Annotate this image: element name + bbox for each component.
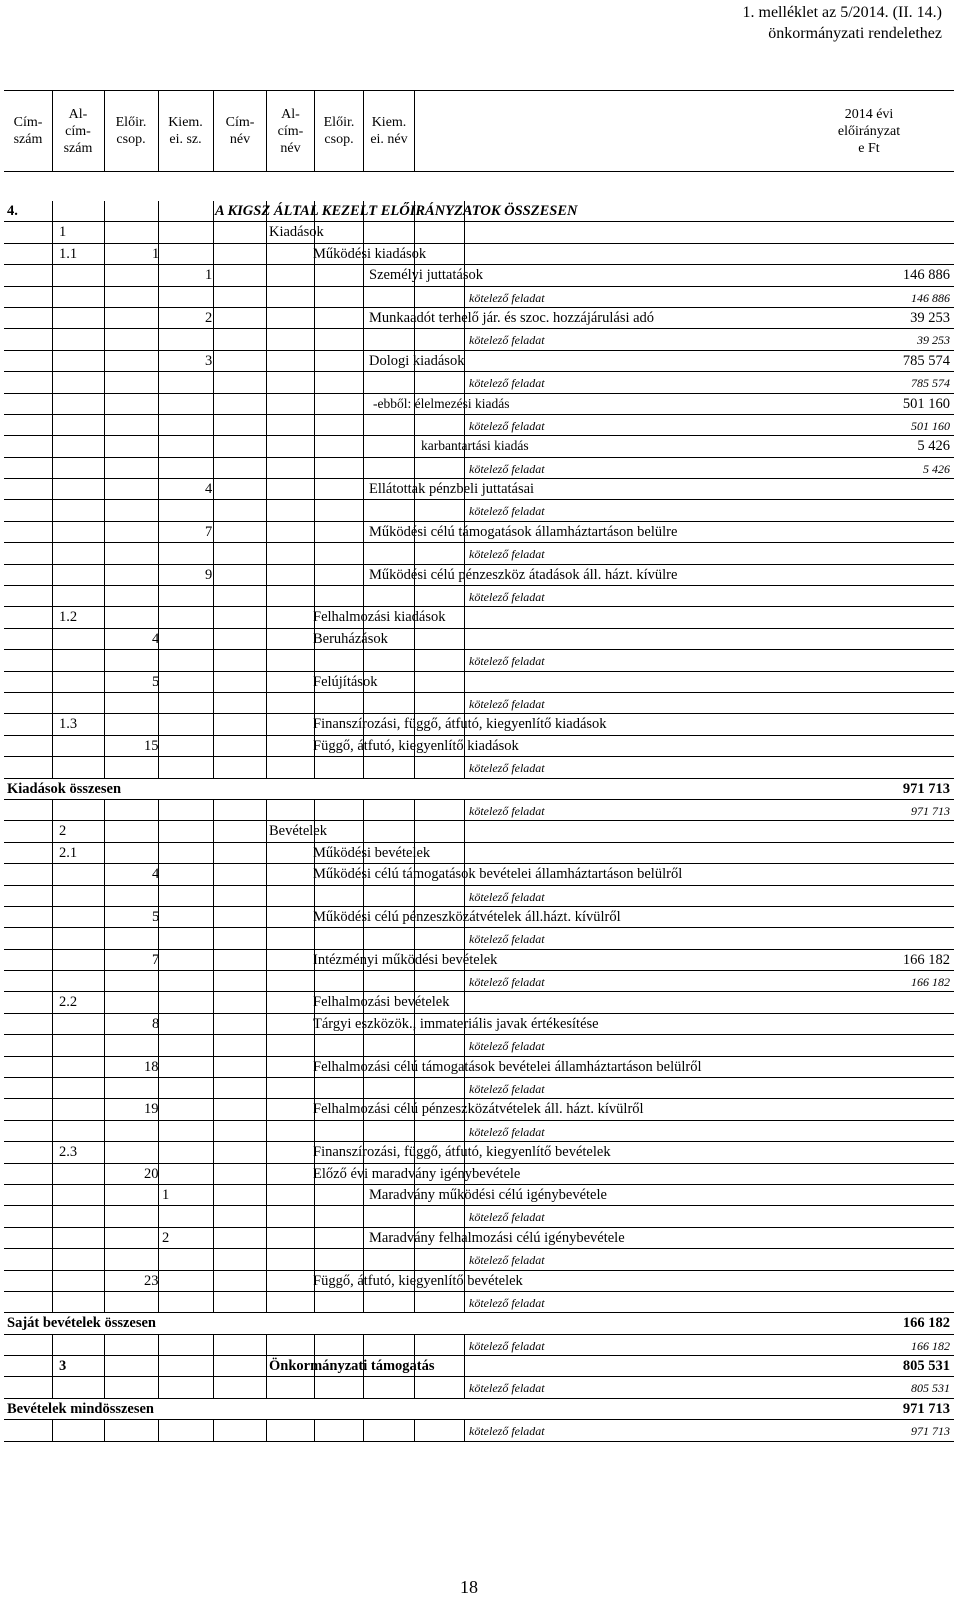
table-row [4,1057,954,1078]
kotelezo-feladat-row [4,1249,954,1270]
row-amount: 501 160 [902,395,950,412]
kotelezo-feladat-row [4,650,954,671]
row-cell: Finanszírozási, függő, átfutó, kiegyenlítő bevételek [313,1144,611,1161]
table-row [4,201,954,222]
header-note [743,2,943,44]
row-cell: 4. [7,203,18,219]
kotelezo-feladat-row [4,543,954,564]
col-cim-szam: Cím- szám [13,115,43,147]
table-row [4,1271,954,1292]
row-cell: 2 [205,309,213,326]
table-row [4,992,954,1013]
kotelezo-feladat-label: kötelező feladat [469,547,545,562]
row-cell: Felhalmozási célú pénzeszközátvételek áll. házt. kívülről [313,1101,644,1118]
row-amount: 785 574 [902,352,950,369]
row-cell: Személyi juttatások [369,267,483,284]
kotelezo-feladat-value: 971 713 [911,803,950,818]
table-row [4,629,954,650]
row-cell: Ellátottak pénzbeli juttatásai [369,481,535,498]
table-row [4,565,954,586]
budget-table-body [4,201,954,1442]
row-cell: Függő, átfutó, kiegyenlítő kiadások [313,737,519,754]
row-cell: 2.1 [59,844,78,861]
table-row [4,1099,954,1120]
kotelezo-feladat-label: kötelező feladat [469,1210,545,1225]
kotelezo-feladat-label: kötelező feladat [469,654,545,669]
row-cell: 1.3 [59,716,78,733]
row-amount: 971 713 [902,780,950,797]
row-cell: 4 [152,866,160,883]
kotelezo-feladat-value: 501 160 [911,418,950,433]
table-row [4,265,954,286]
kotelezo-feladat-label: kötelező feladat [469,696,545,711]
col-alcim-nev: Al- cím- név [277,106,304,156]
kotelezo-feladat-row [4,693,954,714]
kotelezo-feladat-label: kötelező feladat [469,1424,545,1439]
row-cell: 8 [152,1015,160,1032]
kotelezo-feladat-row [4,586,954,607]
table-row [4,436,954,457]
row-cell: 18 [144,1058,159,1075]
kotelezo-feladat-row [4,415,954,436]
row-cell: 2 [59,823,67,840]
kotelezo-feladat-value: 166 182 [911,975,950,990]
kotelezo-feladat-value: 146 886 [911,290,950,305]
table-row [4,479,954,500]
kotelezo-feladat-row [4,1121,954,1142]
row-cell: Kiadások [269,224,324,241]
row-cell: Maradvány felhalmozási célú igénybevétele [369,1229,625,1246]
col-amount: 2014 évi előirányzat e Ft [837,106,901,156]
row-cell: Működési célú támogatások államháztartáson belülre [369,523,678,540]
table-row [4,1014,954,1035]
kotelezo-feladat-label: kötelező feladat [469,1082,545,1097]
row-cell: Függő, átfutó, kiegyenlítő bevételek [313,1272,523,1289]
row-cell: -ebből: élelmezési kiadás [373,395,510,411]
page-number: 18 [460,1577,478,1597]
kotelezo-feladat-row [4,1035,954,1056]
kotelezo-feladat-label: kötelező feladat [469,803,545,818]
row-amount: 166 182 [902,951,950,968]
row-cell: 23 [144,1272,159,1289]
table-row [4,244,954,265]
table-row [4,1142,954,1163]
kotelezo-feladat-label: kötelező feladat [469,461,545,476]
row-cell: 1 [152,245,160,262]
row-cell: Saját bevételek összesen [7,1315,157,1332]
kotelezo-feladat-value: 5 426 [923,461,950,476]
col-kiem-ei-nev: Kiem. ei. név [370,115,408,147]
row-amount: 805 531 [902,1358,950,1375]
row-cell: 7 [152,951,160,968]
row-amount: 166 182 [902,1315,950,1332]
row-cell: Felhalmozási bevételek [313,994,450,1011]
table-row [4,1399,954,1420]
table-row [4,522,954,543]
kotelezo-feladat-label: kötelező feladat [469,504,545,519]
row-cell: 1 [205,267,213,284]
header-note-line1: 1. melléklet az 5/2014. (II. 14.) [742,4,942,21]
row-cell: 4 [205,481,213,498]
row-cell: Felhalmozási célú támogatások bevételei államháztartáson belülről [313,1058,702,1075]
row-cell: 19 [144,1101,159,1118]
row-cell: 1 [162,1186,170,1203]
kotelezo-feladat-row [4,757,954,778]
kotelezo-feladat-value: 39 253 [917,333,950,348]
kotelezo-feladat-row [4,928,954,949]
row-cell: Dologi kiadások [369,352,465,369]
row-cell: Előző évi maradvány igénybevétele [313,1165,521,1182]
row-cell: 3 [205,352,213,369]
row-cell: Felújítások [313,673,378,690]
row-cell: Finanszírozási, függő, átfutó, kiegyenlítő kiadások [313,716,607,733]
row-cell: Tárgyi eszközök., immateriális javak értékesítése [313,1015,599,1032]
row-cell: Intézményi működési bevételek [313,951,498,968]
table-row [4,1228,954,1249]
table-row [4,394,954,415]
kotelezo-feladat-row [4,1335,954,1356]
table-row [4,351,954,372]
row-cell: 9 [205,566,213,583]
row-cell: 4 [152,630,160,647]
row-cell: 1.2 [59,609,78,626]
kotelezo-feladat-row [4,500,954,521]
row-cell: 20 [144,1165,159,1182]
table-row [4,607,954,628]
row-cell: Beruházások [313,630,388,647]
row-amount: 5 426 [917,438,950,455]
col-alcim-szam: Al- cím- szám [63,106,93,156]
row-cell: 1.1 [59,245,78,262]
row-cell: Működési kiadások [313,245,427,262]
kotelezo-feladat-label: kötelező feladat [469,1253,545,1268]
row-cell: Működési célú pénzeszköz átadások áll. házt. kívülre [369,566,678,583]
kotelezo-feladat-label: kötelező feladat [469,889,545,904]
kotelezo-feladat-row [4,800,954,821]
kotelezo-feladat-row [4,1420,954,1441]
col-eloir-csop-2: Előir. csop. [323,115,355,147]
kotelezo-feladat-value: 971 713 [911,1424,950,1439]
row-cell: Működési célú támogatások bevételei államháztartáson belülről [313,866,683,883]
kotelezo-feladat-row [4,886,954,907]
kotelezo-feladat-row [4,458,954,479]
row-cell: A KIGSZ ÁLTAL KEZELT ELŐIRÁNYZATOK ÖSSZESEN [215,203,578,219]
row-cell: Működési bevételek [313,844,431,861]
kotelezo-feladat-label: kötelező feladat [469,290,545,305]
table-row [4,714,954,735]
kotelezo-feladat-label: kötelező feladat [469,333,545,348]
kotelezo-feladat-label: kötelező feladat [469,1295,545,1310]
kotelezo-feladat-row [4,971,954,992]
kotelezo-feladat-row [4,1377,954,1398]
col-eloir-csop-1: Előir. csop. [115,115,147,147]
row-cell: Maradvány működési célú igénybevétele [369,1186,607,1203]
kotelezo-feladat-label: kötelező feladat [469,1124,545,1139]
row-cell: Bevételek [269,823,327,840]
kotelezo-feladat-row [4,1292,954,1313]
table-row [4,672,954,693]
table-row [4,1185,954,1206]
row-cell: Munkaadót terhelő jár. és szoc. hozzájárulási adó [369,309,655,326]
table-row [4,779,954,800]
table-row [4,222,954,243]
row-cell: 5 [152,673,160,690]
kotelezo-feladat-row [4,372,954,393]
row-cell: 15 [144,737,159,754]
kotelezo-feladat-label: kötelező feladat [469,1381,545,1396]
col-kiem-ei-sz: Kiem. ei. sz. [168,115,203,147]
row-cell: 2.3 [59,1144,78,1161]
table-row [4,1313,954,1334]
table-row [4,864,954,885]
row-cell: Önkormányzati támogatás [269,1358,435,1375]
table-row [4,1356,954,1377]
row-amount: 39 253 [910,309,950,326]
table-row [4,736,954,757]
kotelezo-feladat-label: kötelező feladat [469,418,545,433]
table-row [4,1164,954,1185]
kotelezo-feladat-label: kötelező feladat [469,376,545,391]
row-cell: karbantartási kiadás [421,438,529,454]
row-amount: 971 713 [902,1400,950,1417]
row-cell: 3 [59,1358,67,1375]
row-cell: 7 [205,523,213,540]
row-cell: 5 [152,908,160,925]
kotelezo-feladat-label: kötelező feladat [469,1338,545,1353]
kotelezo-feladat-row [4,1078,954,1099]
kotelezo-feladat-label: kötelező feladat [469,932,545,947]
kotelezo-feladat-label: kötelező feladat [469,975,545,990]
kotelezo-feladat-value: 166 182 [911,1338,950,1353]
col-cim-nev: Cím- név [225,115,255,147]
table-row [4,950,954,971]
table-header [4,90,954,172]
kotelezo-feladat-label: kötelező feladat [469,761,545,776]
row-cell: Működési célú pénzeszközátvételek áll.házt. kívülről [313,908,621,925]
table-row [4,843,954,864]
row-cell: 2.2 [59,994,78,1011]
kotelezo-feladat-label: kötelező feladat [469,590,545,605]
kotelezo-feladat-row [4,1206,954,1227]
table-row [4,308,954,329]
table-row [4,907,954,928]
kotelezo-feladat-value: 785 574 [911,376,950,391]
kotelezo-feladat-value: 805 531 [911,1381,950,1396]
header-note-line2: önkormányzati rendelethez [768,25,942,42]
kotelezo-feladat-row [4,329,954,350]
kotelezo-feladat-label: kötelező feladat [469,1039,545,1054]
row-amount: 146 886 [902,267,950,284]
row-cell: Kiadások összesen [7,780,122,797]
row-cell: 2 [162,1229,170,1246]
kotelezo-feladat-row [4,287,954,308]
row-cell: Felhalmozási kiadások [313,609,446,626]
table-row [4,821,954,842]
row-cell: Bevételek mindösszesen [7,1400,154,1417]
row-cell: 1 [59,224,67,241]
